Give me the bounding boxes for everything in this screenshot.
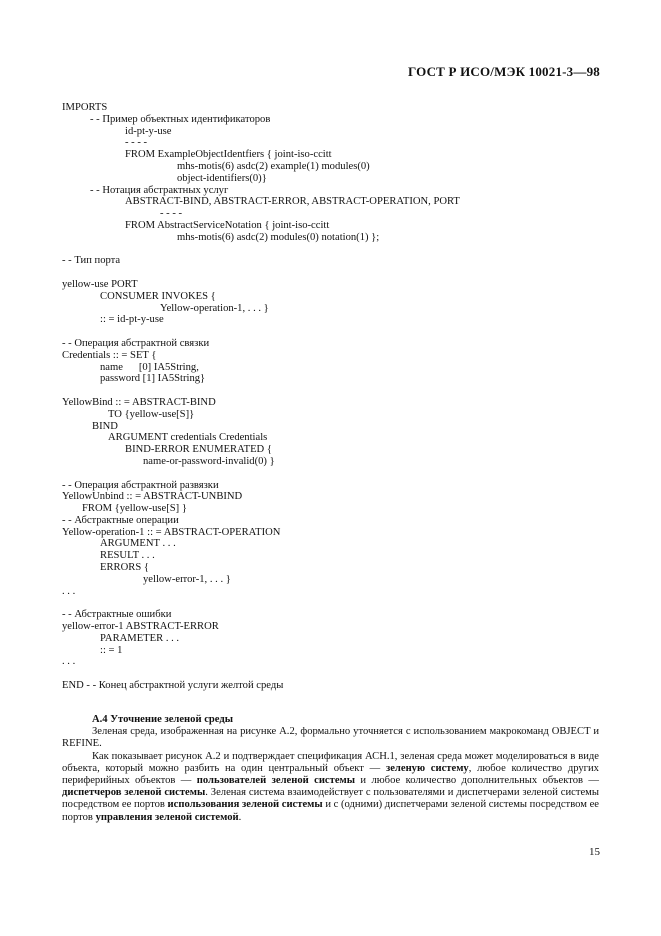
code-line: TO {yellow-use[S]} (108, 408, 195, 420)
text-run: , любое количество других периферийных объектов — (62, 762, 599, 787)
code-line: Yellow-operation-1, . . . } (160, 302, 269, 314)
code-line: END - - Конец абстрактной услуги желтой среды (62, 680, 284, 692)
code-line: CONSUMER INVOKES { (100, 290, 216, 302)
code-line: PARAMETER . . . (100, 632, 180, 644)
code-line: - - - - (125, 137, 148, 149)
code-line: yellow-error-1 ABSTRACT-ERROR (62, 621, 219, 633)
code-line: - - Операция абстрактной связки (62, 337, 210, 349)
code-line: - - Абстрактные операции (62, 514, 179, 526)
bold-term: использования зеленой системы (167, 799, 323, 811)
blank-line (62, 597, 622, 609)
asn1-code-listing (62, 102, 622, 692)
text-run: Как показывает рисунок А.2 и подтверждает спецификация АСН.1, зеленая среда может моделироваться в виде объекта, который можно разбить на один центральный объект — (62, 750, 599, 774)
bold-term: пользователей зеленой системы (196, 775, 356, 787)
section-title: A.4 Уточнение зеленой среды (92, 714, 233, 725)
text-run: . (238, 811, 242, 823)
code-line: . . . (62, 585, 76, 597)
code-line: name-or-password-invalid(0) } (143, 455, 275, 467)
bold-term: управления зеленой системой (95, 811, 239, 823)
code-line: Credentials :: = SET { (62, 349, 157, 361)
code-line: BIND-ERROR ENUMERATED { (125, 444, 272, 456)
code-line: object-identifiers(0)} (177, 172, 267, 184)
code-line: mhs-motis(6) asdc(2) example(1) modules(0) (177, 160, 370, 172)
code-line: BIND (92, 420, 118, 432)
code-line: id-pt-y-use (125, 125, 172, 137)
bold-term: зеленую систему (385, 762, 469, 774)
code-line: ABSTRACT-BIND, ABSTRACT-ERROR, ABSTRACT-OPERATION, PORT (125, 196, 460, 208)
paragraph (62, 726, 599, 750)
blank-line (62, 468, 622, 480)
blank-line (62, 385, 622, 397)
code-line: ERRORS { (100, 562, 149, 574)
document-header (408, 64, 600, 80)
section-body (62, 726, 599, 824)
code-line: - - Абстрактные ошибки (62, 609, 172, 621)
bold-term: диспетчеров зеленой системы (62, 787, 206, 799)
code-line: - - Нотация абстрактных услуг (90, 184, 229, 196)
text-run: . Зеленая система взаимодействует с пользователями и диспетчерами зеленой системы посредством ее портов (62, 787, 599, 811)
code-line: FROM AbstractServiceNotation { joint-iso-ccitt (125, 219, 330, 231)
code-line: - - Операция абстрактной развязки (62, 479, 219, 491)
code-line: yellow-use PORT (62, 278, 138, 290)
section-a4 (62, 714, 599, 824)
code-line: YellowUnbind :: = ABSTRACT-UNBIND (62, 491, 243, 503)
code-line: :: = 1 (100, 644, 123, 656)
code-line: password [1] IA5String} (100, 373, 206, 385)
code-line: :: = id-pt-y-use (100, 314, 164, 326)
code-line: . . . (62, 656, 76, 668)
code-line: name [0] IA5String, (100, 361, 199, 373)
blank-line (62, 244, 622, 256)
code-line: YellowBind :: = ABSTRACT-BIND (62, 396, 216, 408)
code-line: Yellow-operation-1 :: = ABSTRACT-OPERATION (62, 526, 281, 538)
code-line: ARGUMENT . . . (100, 538, 176, 550)
code-line: IMPORTS (62, 102, 108, 113)
code-line: FROM {yellow-use[S] } (82, 503, 187, 515)
code-line: mhs-motis(6) asdc(2) modules(0) notation(1) }; (177, 231, 380, 243)
code-line: - - Тип порта (62, 255, 121, 267)
text-run: и с (одними) диспетчерами зеленой системы посредством ее портов (62, 799, 599, 823)
code-line: yellow-error-1, . . . } (143, 573, 231, 585)
code-line: RESULT . . . (100, 550, 155, 562)
code-line: ARGUMENT credentials Credentials (108, 432, 268, 444)
text-run: Зеленая среда, изображенная на рисунке А.2, формально уточняется с использованием макрокоманд OBJECT и REFINE. (62, 726, 599, 750)
paragraph (62, 751, 599, 824)
code-line: - - - - (160, 208, 183, 220)
blank-line (62, 668, 622, 680)
code-line: - - Пример объектных идентификаторов (90, 113, 271, 125)
code-line: FROM ExampleObjectIdentfiers { joint-iso-ccitt (125, 149, 332, 161)
page-number: 15 (589, 846, 600, 858)
standard-id: ГОСТ Р ИСО/МЭК 10021-3—98 (407, 64, 600, 79)
blank-line (62, 326, 622, 338)
blank-line (62, 267, 622, 279)
text-run: и любое количество дополнительных объектов — (355, 775, 599, 787)
